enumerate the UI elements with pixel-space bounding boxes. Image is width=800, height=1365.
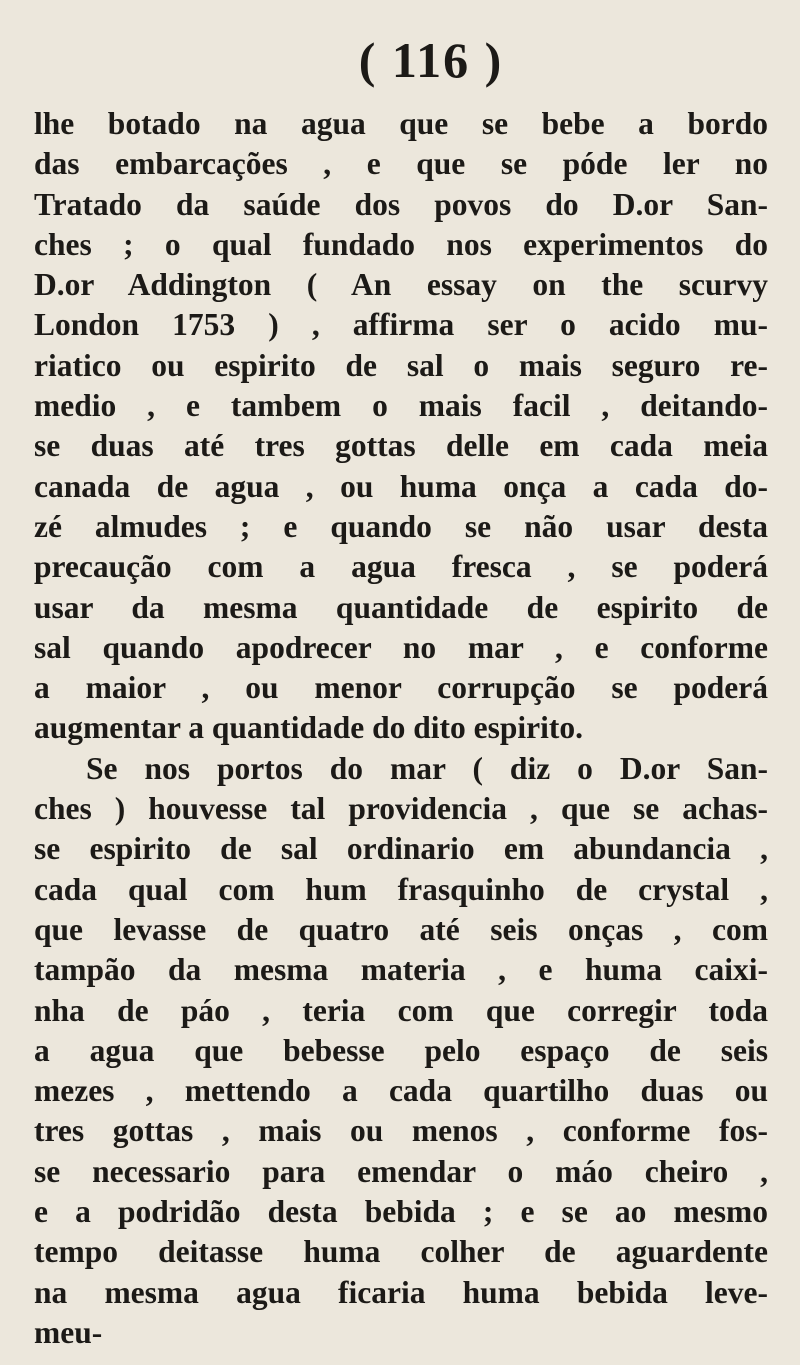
text-line: a agua que bebesse pelo espaço de seis xyxy=(34,1032,768,1068)
text-line: a maior , ou menor corrupção se poderá xyxy=(34,670,768,706)
text-line: canada de agua , ou huma onça a cada do- xyxy=(34,468,768,504)
page-number: ( 116 ) xyxy=(358,32,504,88)
text-line: Se nos portos do mar ( diz o D.or San- xyxy=(86,750,768,786)
text-line: e a podridão desta bebida ; e se ao mesmo xyxy=(34,1194,768,1230)
text-line: usar da mesma quantidade de espirito de xyxy=(34,589,768,625)
text-line: cada qual com hum frasquinho de crystal , xyxy=(34,871,768,907)
text-line: D.or Addington ( An essay on the scurvy xyxy=(34,267,768,303)
text-line: se espirito de sal ordinario em abundancia , xyxy=(34,831,768,867)
text-line: mezes , mettendo a cada quartilho duas ou xyxy=(34,1073,768,1109)
text-line: Tratado da saúde dos povos do D.or San- xyxy=(34,186,768,222)
text-line: ches ; o qual fundado nos experimentos do xyxy=(34,226,768,262)
text-line: riatico ou espirito de sal o mais seguro re- xyxy=(34,347,768,383)
text-line: London 1753 ) , affirma ser o acido mu- xyxy=(34,307,768,343)
text-line: se necessario para emendar o máo cheiro , xyxy=(34,1153,768,1189)
text-line: que levasse de quatro até seis onças , com xyxy=(34,911,768,947)
text-line: sal quando apodrecer no mar , e conforme xyxy=(34,629,768,665)
text-line: tres gottas , mais ou menos , conforme fos- xyxy=(34,1113,768,1149)
text-line: se duas até tres gottas delle em cada meia xyxy=(34,428,768,464)
text-line: tampão da mesma materia , e huma caixi- xyxy=(34,952,768,988)
text-line: augmentar a quantidade do dito espirito. xyxy=(34,710,583,746)
text-line: medio , e tambem o mais facil , deitando- xyxy=(34,388,768,424)
text-line: na mesma agua ficaria huma bebida leve- xyxy=(34,1274,768,1310)
catchword: meu- xyxy=(34,1314,103,1350)
text-line: ches ) houvesse tal providencia , que se achas- xyxy=(34,791,768,827)
text-line: precaução com a agua fresca , se poderá xyxy=(34,549,768,585)
text-line: lhe botado na agua que se bebe a bordo xyxy=(34,106,768,141)
text-line: das embarcações , e que se póde ler no xyxy=(34,146,768,182)
text-line: tempo deitasse huma colher de aguardente xyxy=(34,1234,768,1270)
text-line: zé almudes ; e quando se não usar desta xyxy=(34,508,768,544)
text-line: nha de páo , teria com que corregir toda xyxy=(34,992,768,1028)
body-text xyxy=(34,104,768,1353)
